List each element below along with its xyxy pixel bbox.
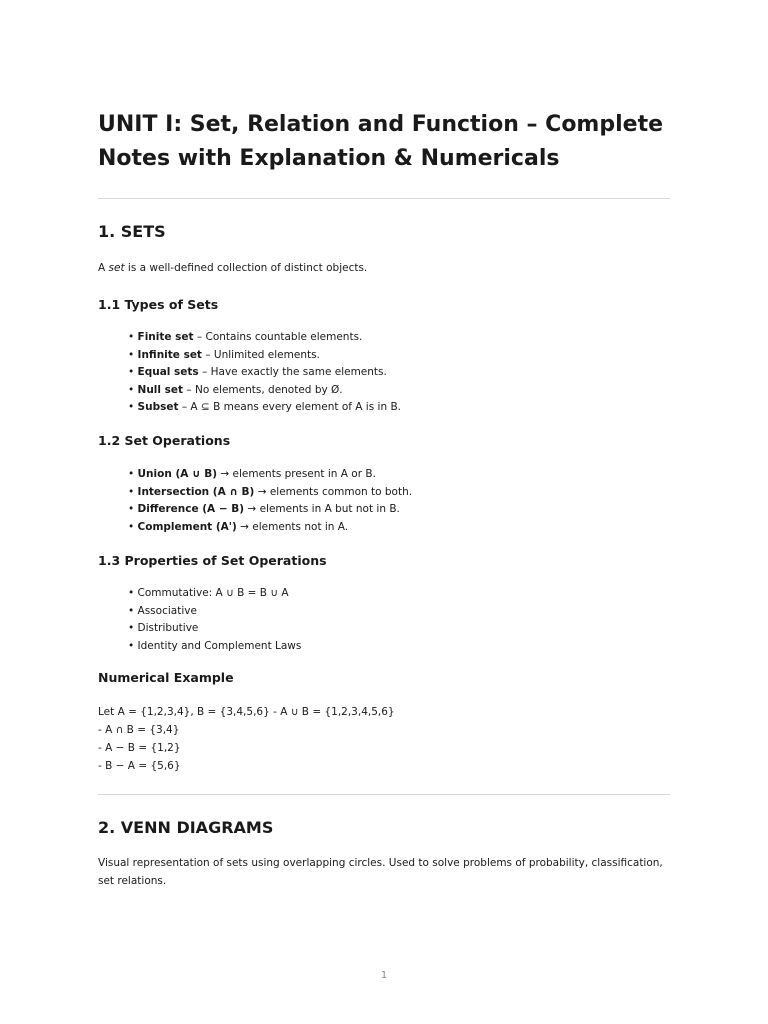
page-number: 1 [380,970,388,981]
list-item: • Null set – No elements, denoted by Ø. [128,382,401,400]
subheading-types-of-sets: 1.1 Types of Sets [98,297,219,312]
subheading-numerical-example: Numerical Example [98,670,234,685]
list-item: • Intersection (A ∩ B) → elements common to both. [128,484,412,502]
divider [98,794,670,795]
list-item: • Associative [128,603,301,621]
list-item: • Union (A ∪ B) → elements present in A or B. [128,466,412,484]
list-item: • Commutative: A ∪ B = B ∪ A [128,585,301,603]
list-item: • Complement (A') → elements not in A. [128,519,412,537]
example-line: - A − B = {1,2} [98,742,181,754]
list-item: • Subset – A ⊆ B means every element of A is in B. [128,399,401,417]
list-item: • Distributive [128,620,301,638]
types-of-sets-list [128,329,401,417]
sets-intro: A set is a well-defined collection of distinct objects. [98,262,368,274]
example-line: Let A = {1,2,3,4}, B = {3,4,5,6} - A ∪ B = {1,2,3,4,5,6} [98,706,395,718]
section-heading-venn: 2. VENN DIAGRAMS [98,818,274,837]
list-item: • Infinite set – Unlimited elements. [128,347,401,365]
list-item: • Difference (A − B) → elements in A but not in B. [128,501,412,519]
section-heading-sets: 1. SETS [98,222,166,241]
list-item: • Equal sets – Have exactly the same elements. [128,364,401,382]
properties-list [128,585,301,655]
subheading-properties: 1.3 Properties of Set Operations [98,553,327,568]
subheading-set-operations: 1.2 Set Operations [98,433,231,448]
example-line: - B − A = {5,6} [98,760,181,772]
venn-description: Visual representation of sets using overlapping circles. Used to solve problems of probability, classification, set relations. [98,857,663,887]
example-line: - A ∩ B = {3,4} [98,724,180,736]
divider [98,198,670,199]
page-title: UNIT I: Set, Relation and Function – Complete Notes with Explanation & Numericals [98,112,664,171]
list-item: • Identity and Complement Laws [128,638,301,656]
set-operations-list [128,466,412,536]
list-item: • Finite set – Contains countable elements. [128,329,401,347]
